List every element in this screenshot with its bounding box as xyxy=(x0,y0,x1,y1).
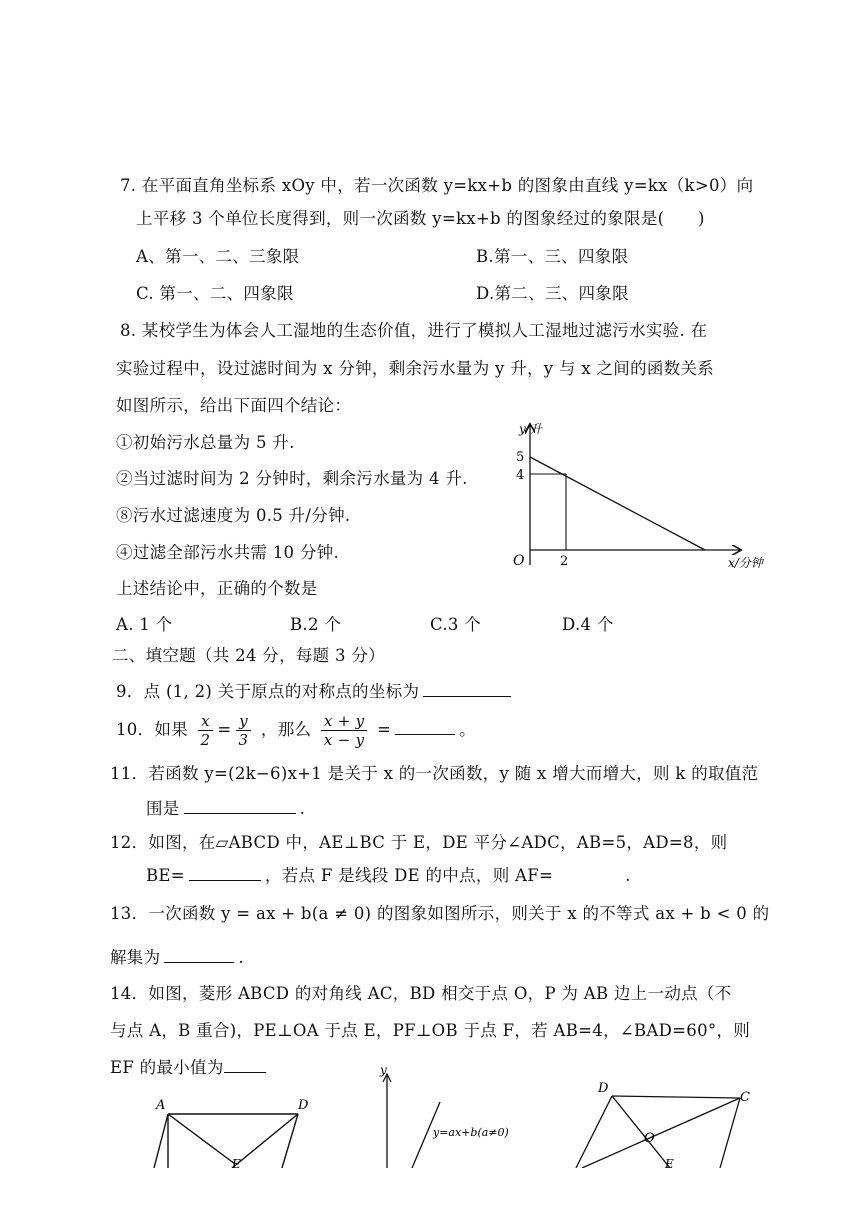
q14-diagonal-db xyxy=(612,1096,670,1168)
section-2-title: 二、填空题（共 24 分，每题 3 分） xyxy=(112,646,385,665)
q12-label-e: E xyxy=(232,1157,241,1168)
q7-line1: 7. 在平面直角坐标系 xOy 中，若一次函数 y=kx+b 的图象由直线 y=kx（k>0）向 xyxy=(120,176,754,195)
q7-option-c: C. 第一、二、四象限 xyxy=(136,284,294,303)
q10-suffix: = xyxy=(376,720,392,739)
q12-line1: 12．如图，在▱ABCD 中，AE⊥BC 于 E，DE 平分∠ADC，AB=5，AD=8，则 xyxy=(110,833,728,852)
q12-edge-ab xyxy=(154,1114,168,1168)
q13-end: . xyxy=(238,948,244,967)
q12-line2 xyxy=(146,862,631,886)
q14-line3-text: EF 的最小值为 xyxy=(110,1058,224,1077)
q9-text: 9．点 (1, 2) 关于原点的对称点的坐标为 xyxy=(116,682,420,701)
q14-line2: 与点 A，B 重合)，PE⊥OA 于点 E，PF⊥OB 于点 F，若 AB=4，∠BAD=60°，则 xyxy=(110,1021,751,1040)
q10-prefix: 10．如果 xyxy=(116,720,188,739)
q8-conclusion-3: ⑧污水过滤速度为 0.5 升/分钟. xyxy=(116,506,351,525)
q8-line2: 实验过程中，设过滤时间为 x 分钟，剩余污水量为 y 升，y 与 x 之间的函数关系 xyxy=(116,359,715,378)
q10-fraction-y: $\frac{y}{3}$ xyxy=(236,712,252,749)
q8-conclusion-1: ①初始污水总量为 5 升. xyxy=(116,433,295,452)
q14-figure xyxy=(570,1074,770,1168)
q14-label-d: D xyxy=(598,1081,609,1096)
q8-graph xyxy=(500,415,770,575)
q12-be-answer-blank[interactable] xyxy=(189,866,261,881)
q10-equals: = xyxy=(217,720,232,739)
q13-line2 xyxy=(110,944,244,968)
y-axis-label: y/升 xyxy=(519,422,542,436)
q9 xyxy=(116,678,515,702)
q14-label-o: O xyxy=(644,1131,655,1146)
q13-y-label: y xyxy=(380,1063,387,1077)
q12-label-a: A xyxy=(156,1098,166,1113)
x-axis-label: x/分钟 xyxy=(728,556,763,570)
q13-line-label: y=ax+b(a≠0) xyxy=(433,1126,509,1139)
q8-conclusion-2: ②当过滤时间为 2 分钟时，剩余污水量为 4 升. xyxy=(116,469,468,488)
q14-line3 xyxy=(110,1054,270,1078)
q13-line1: 13．一次函数 y = ax + b(a ≠ 0) 的图象如图所示，则关于 x 的不等式 ax + b < 0 的 xyxy=(110,904,770,923)
q14-edge-cb xyxy=(720,1098,740,1168)
x-tick-2: 2 xyxy=(560,554,569,569)
q12-figure xyxy=(140,1092,320,1168)
q10-fraction-sum-diff: $\frac{x + y}{x - y}$ xyxy=(321,712,368,749)
q12-end: . xyxy=(625,866,631,885)
q10-end: 。 xyxy=(459,720,476,739)
q11-line2-text: 围是 xyxy=(146,799,180,818)
q12-segment-af xyxy=(168,1114,235,1164)
q14-edge-dc xyxy=(612,1096,740,1098)
q10-answer-blank[interactable] xyxy=(395,720,455,735)
q13-answer-blank[interactable] xyxy=(164,948,234,963)
q7-line2: 上平移 3 个单位长度得到，则一次函数 y=kx+b 的图象经过的象限是( ) xyxy=(136,209,705,228)
q8-line3: 如图所示，给出下面四个结论： xyxy=(116,396,352,415)
q13-figure xyxy=(370,1062,530,1168)
q12-segment-de xyxy=(232,1114,298,1168)
q8-option-a: A. 1 个 xyxy=(116,615,173,634)
y-tick-4: 4 xyxy=(516,468,525,483)
q8-option-d: D.4 个 xyxy=(562,615,614,634)
q11-line1: 11．若函数 y=(2k−6)x+1 是关于 x 的一次函数，y 随 x 增大而增大，则 k 的取值范 xyxy=(110,764,759,783)
q12-be-label: BE= xyxy=(146,866,185,885)
function-line xyxy=(530,457,705,550)
q8-question: 上述结论中，正确的个数是 xyxy=(116,579,318,598)
q13-line2-text: 解集为 xyxy=(110,948,161,967)
q10 xyxy=(116,712,476,749)
q12-mid: ，若点 F 是线段 DE 的中点，则 AF= xyxy=(264,866,554,885)
q14-label-e: E xyxy=(665,1157,674,1168)
q9-answer-blank[interactable] xyxy=(423,682,511,697)
q14-label-c: C xyxy=(740,1090,750,1105)
q14-line1: 14．如图，菱形 ABCD 的对角线 AC，BD 相交于点 O，P 为 AB 边上一动点（不 xyxy=(110,984,732,1003)
q11-line2 xyxy=(146,795,305,819)
y-tick-5: 5 xyxy=(516,450,525,465)
q7-option-b: B.第一、三、四象限 xyxy=(476,247,629,266)
q11-answer-blank[interactable] xyxy=(184,799,296,814)
q7-option-d: D.第二、三、四象限 xyxy=(476,284,629,303)
q14-answer-blank[interactable] xyxy=(224,1058,266,1073)
q8-line1: 8. 某校学生为体会人工湿地的生态价值，进行了模拟人工湿地过滤污水实验. 在 xyxy=(120,321,708,340)
q10-mid: ，那么 xyxy=(260,720,312,739)
q7-option-a: A、第一、二、三象限 xyxy=(136,247,300,266)
origin-label: O xyxy=(513,553,525,569)
q8-option-b: B.2 个 xyxy=(290,615,342,634)
q10-fraction-x: $\frac{x}{2}$ xyxy=(198,712,214,749)
q8-conclusion-4: ④过滤全部污水共需 10 分钟. xyxy=(116,543,340,562)
q11-end: . xyxy=(299,799,306,818)
q12-edge-dc xyxy=(282,1114,298,1168)
q12-label-d: D xyxy=(298,1098,309,1113)
q8-option-c: C.3 个 xyxy=(430,615,482,634)
